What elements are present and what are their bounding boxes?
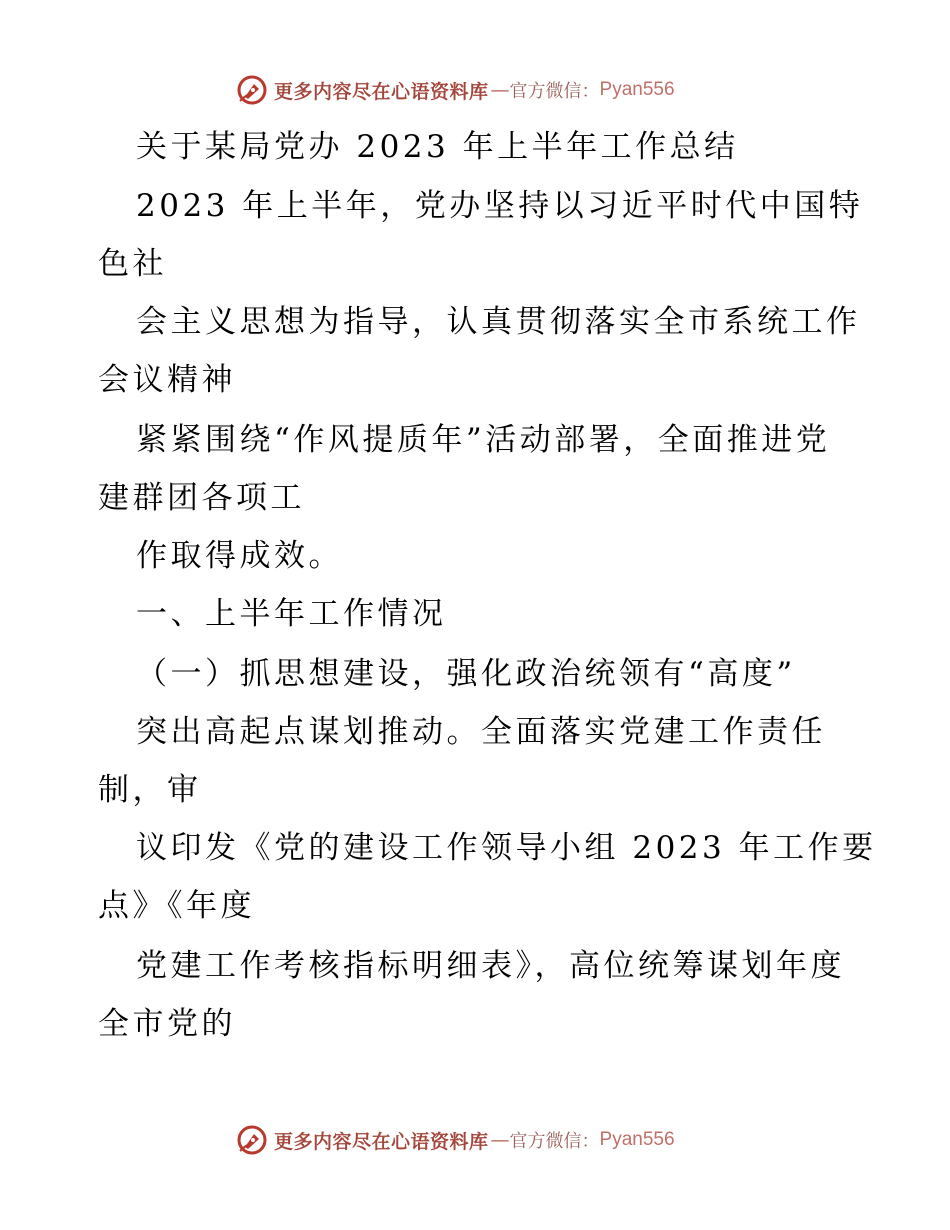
- body-line: 全市党的: [98, 1006, 236, 1042]
- body-line: 点》《年度: [98, 888, 255, 924]
- pen-nib-logo-icon: [236, 74, 268, 106]
- footer-watermark-banner: [236, 1122, 675, 1158]
- body-line: 作取得成效。: [136, 538, 343, 574]
- body-line: 2023 年上半年，党办坚持以习近平时代中国特: [136, 188, 864, 224]
- body-line: 议印发《党的建设工作领导小组 2023 年工作要: [136, 830, 877, 866]
- body-line: 建群团各项工: [98, 480, 305, 516]
- banner-wechat-label: 官方微信：: [509, 1131, 600, 1152]
- banner-wechat-label: 官方微信：: [509, 81, 600, 102]
- banner-dash: —: [490, 1129, 508, 1151]
- banner-wechat-id: Pyan556: [599, 1129, 675, 1150]
- banner-title: 更多内容尽在心语资料库: [274, 80, 489, 103]
- subsection-heading: （一）抓思想建设，强化政治统领有“高度”: [136, 656, 796, 692]
- body-line: 会主义思想为指导，认真贯彻落实全市系统工作: [136, 304, 861, 340]
- body-line: 制，审: [98, 772, 202, 808]
- body-line: 紧紧围绕“作风提质年”活动部署，全面推进党: [136, 422, 831, 458]
- body-line: 突出高起点谋划推动。全面落实党建工作责任: [136, 714, 826, 750]
- body-line: 色社: [98, 246, 167, 282]
- section-heading: 一、上半年工作情况: [136, 596, 447, 632]
- body-line: 会议精神: [98, 362, 236, 398]
- banner-wechat-id: Pyan556: [599, 79, 675, 100]
- banner-dash: —: [490, 79, 508, 101]
- body-line: 党建工作考核指标明细表》，高位统筹谋划年度: [136, 948, 845, 984]
- banner-title: 更多内容尽在心语资料库: [274, 1130, 489, 1153]
- document-title: 关于某局党办 2023 年上半年工作总结: [136, 129, 739, 165]
- pen-nib-logo-icon: [236, 1124, 268, 1156]
- header-watermark-banner: [236, 72, 675, 108]
